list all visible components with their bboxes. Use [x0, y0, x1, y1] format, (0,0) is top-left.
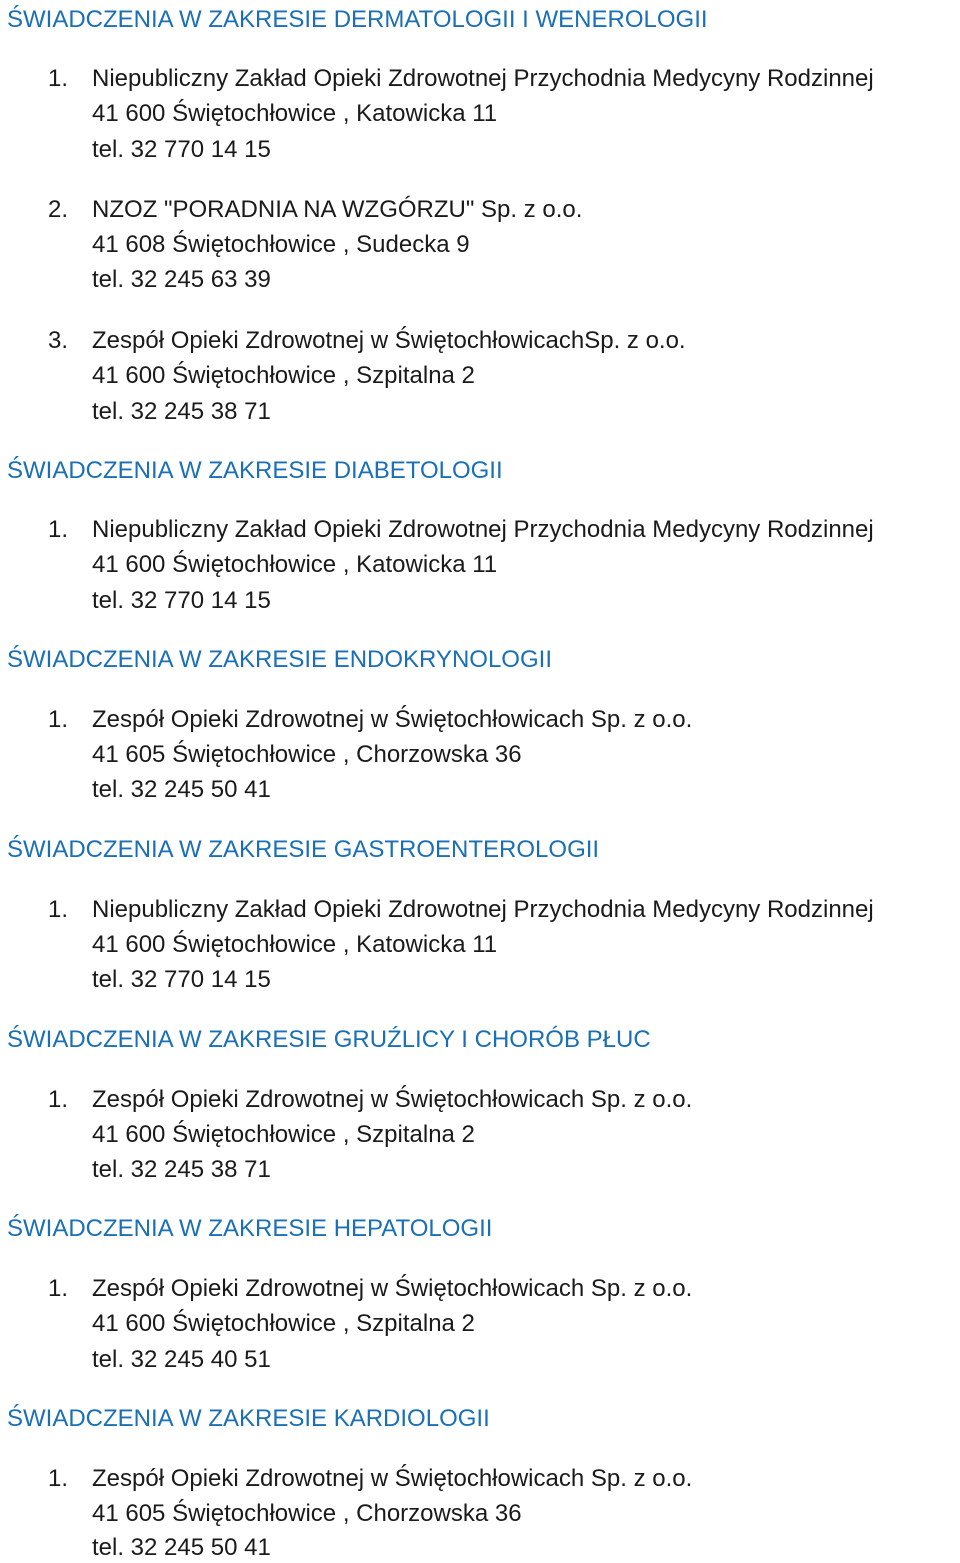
- entry-phone: tel. 32 770 14 15: [92, 966, 271, 993]
- entry-address: 41 600 Świętochłowice , Katowicka 11: [92, 100, 498, 127]
- entry-address: 41 600 Świętochłowice , Szpitalna 2: [92, 1121, 475, 1148]
- entry-name: Niepubliczny Zakład Opieki Zdrowotnej Przychodnia Medycyny Rodzinnej: [92, 516, 874, 543]
- entry-address: 41 605 Świętochłowice , Chorzowska 36: [92, 741, 522, 768]
- section-heading-dermatology: ŚWIADCZENIA W ZAKRESIE DERMATOLOGII I WENEROLOGII: [7, 6, 708, 33]
- entry-name: NZOZ "PORADNIA NA WZGÓRZU" Sp. z o.o.: [92, 196, 583, 223]
- section-heading-tuberculosis-lung: ŚWIADCZENIA W ZAKRESIE GRUŹLICY I CHORÓB PŁUC: [7, 1026, 651, 1053]
- entry-phone: tel. 32 245 38 71: [92, 398, 271, 425]
- section-heading-diabetology: ŚWIADCZENIA W ZAKRESIE DIABETOLOGII: [7, 457, 503, 484]
- entry-name: Zespół Opieki Zdrowotnej w Świętochłowicach Sp. z o.o.: [92, 706, 693, 733]
- entry-address: 41 605 Świętochłowice , Chorzowska 36: [92, 1500, 522, 1527]
- entry-name: Zespół Opieki Zdrowotnej w ŚwiętochłowicachSp. z o.o.: [92, 327, 686, 354]
- entry-address: 41 600 Świętochłowice , Szpitalna 2: [92, 1310, 475, 1337]
- entry-phone: tel. 32 770 14 15: [92, 136, 271, 163]
- entry-name: Niepubliczny Zakład Opieki Zdrowotnej Przychodnia Medycyny Rodzinnej: [92, 65, 874, 92]
- entry-phone: tel. 32 770 14 15: [92, 587, 271, 614]
- entry-name: Niepubliczny Zakład Opieki Zdrowotnej Przychodnia Medycyny Rodzinnej: [92, 896, 874, 923]
- entry-phone: tel. 32 245 63 39: [92, 266, 271, 293]
- entry-name: Zespół Opieki Zdrowotnej w Świętochłowicach Sp. z o.o.: [92, 1465, 693, 1492]
- entry-address: 41 600 Świętochłowice , Katowicka 11: [92, 931, 498, 958]
- entry-phone: tel. 32 245 50 41: [92, 1534, 271, 1561]
- section-heading-endocrinology: ŚWIADCZENIA W ZAKRESIE ENDOKRYNOLOGII: [7, 646, 552, 673]
- entry-name: Zespół Opieki Zdrowotnej w Świętochłowicach Sp. z o.o.: [92, 1275, 693, 1302]
- section-heading-hepatology: ŚWIADCZENIA W ZAKRESIE HEPATOLOGII: [7, 1215, 493, 1242]
- entry-phone: tel. 32 245 50 41: [92, 776, 271, 803]
- entry-phone: tel. 32 245 38 71: [92, 1156, 271, 1183]
- entry-number: 1.: [48, 65, 69, 92]
- entry-number: 1.: [48, 516, 69, 543]
- entry-number: 1.: [48, 1086, 69, 1113]
- entry-number: 1.: [48, 896, 69, 923]
- entry-address: 41 608 Świętochłowice , Sudecka 9: [92, 231, 470, 258]
- entry-address: 41 600 Świętochłowice , Katowicka 11: [92, 551, 498, 578]
- entry-number: 1.: [48, 706, 69, 733]
- entry-name: Zespół Opieki Zdrowotnej w Świętochłowicach Sp. z o.o.: [92, 1086, 693, 1113]
- entry-address: 41 600 Świętochłowice , Szpitalna 2: [92, 362, 475, 389]
- entry-number: 1.: [48, 1275, 69, 1302]
- section-heading-cardiology: ŚWIADCZENIA W ZAKRESIE KARDIOLOGII: [7, 1405, 490, 1432]
- entry-number: 2.: [48, 196, 69, 223]
- section-heading-gastroenterology: ŚWIADCZENIA W ZAKRESIE GASTROENTEROLOGII: [7, 836, 600, 863]
- entry-phone: tel. 32 245 40 51: [92, 1346, 271, 1373]
- entry-number: 3.: [48, 327, 69, 354]
- entry-number: 1.: [48, 1465, 69, 1492]
